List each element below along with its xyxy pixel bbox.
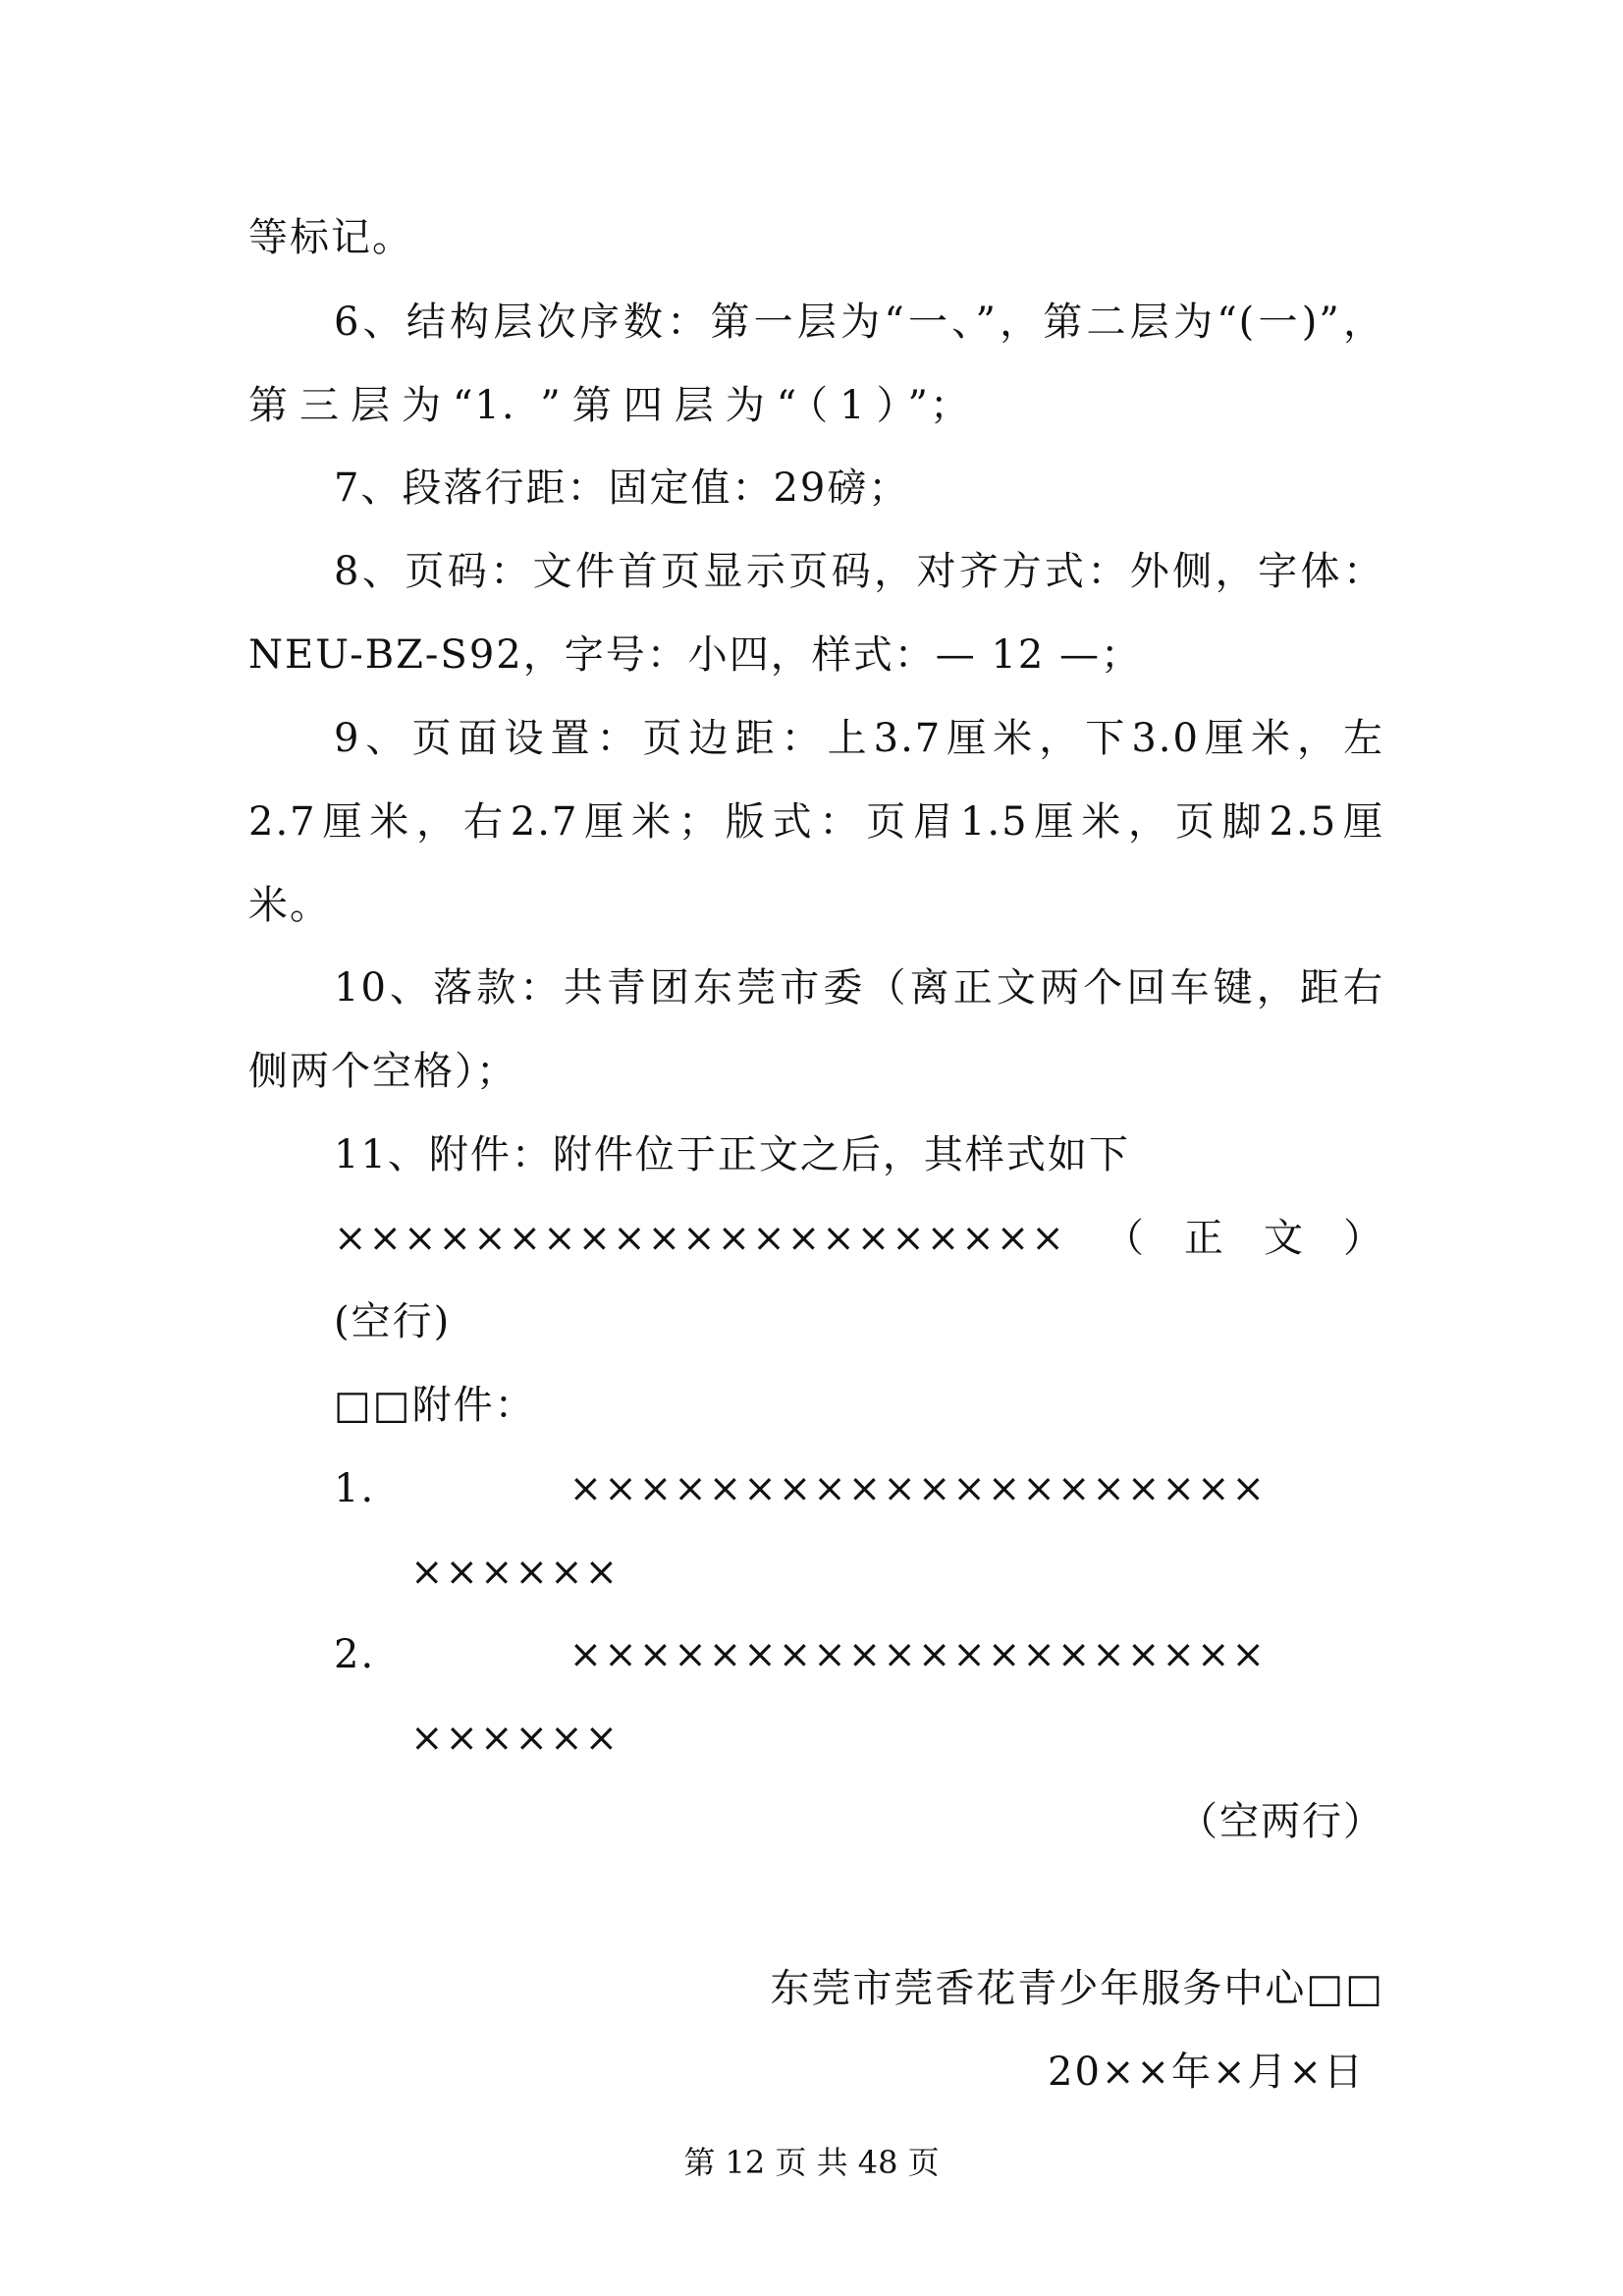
example-body-line: ×××××××××××××××××××××（正文） <box>334 1216 1384 1261</box>
text-line: 第三层为“1. ”第四层为“（1）”； <box>248 383 971 428</box>
page-number: 第 12 页 共 48 页 <box>683 2144 940 2181</box>
example-two-blank-lines-note: （空两行） <box>1178 1799 1384 1844</box>
example-attachment-item-continuation: ×××××× <box>410 1716 621 1761</box>
text-line: 10、落款：共青团东莞市委（离正文两个回车键，距右 <box>334 965 1384 1011</box>
text-line: 等标记。 <box>248 215 413 260</box>
example-attachment-heading: □□附件： <box>334 1383 536 1428</box>
example-blank-line: (空行) <box>334 1299 452 1344</box>
example-attachment-item: 2. ×××××××××××××××××××× <box>334 1632 1267 1677</box>
text-line: NEU-BZ-S92，字号：小四，样式：— 12 —； <box>248 632 1143 678</box>
text-line: 6、结构层次序数：第一层为“一、”，第二层为“(一)”， <box>334 300 1384 345</box>
text-line: 9、页面设置：页边距：上3.7厘米，下3.0厘米，左 <box>334 716 1384 761</box>
signature-organization: 东莞市莞香花青少年服务中心□□ <box>770 1966 1384 2011</box>
example-attachment-item-continuation: ×××××× <box>410 1550 621 1595</box>
text-line: 侧两个空格）； <box>248 1049 517 1094</box>
text-line: 7、段落行距：固定值：29磅； <box>334 465 910 511</box>
signature-date: 20××年×月×日 <box>1048 2050 1365 2095</box>
example-attachment-item: 1. ×××××××××××××××××××× <box>334 1466 1267 1511</box>
text-line: 11、附件：附件位于正文之后，其样式如下 <box>334 1132 1130 1177</box>
text-line: 8、页码：文件首页显示页码，对齐方式：外侧，字体： <box>334 549 1384 594</box>
text-line: 2.7厘米，右2.7厘米；版式：页眉1.5厘米，页脚2.5厘 <box>248 799 1384 845</box>
text-line: 米。 <box>248 883 331 928</box>
